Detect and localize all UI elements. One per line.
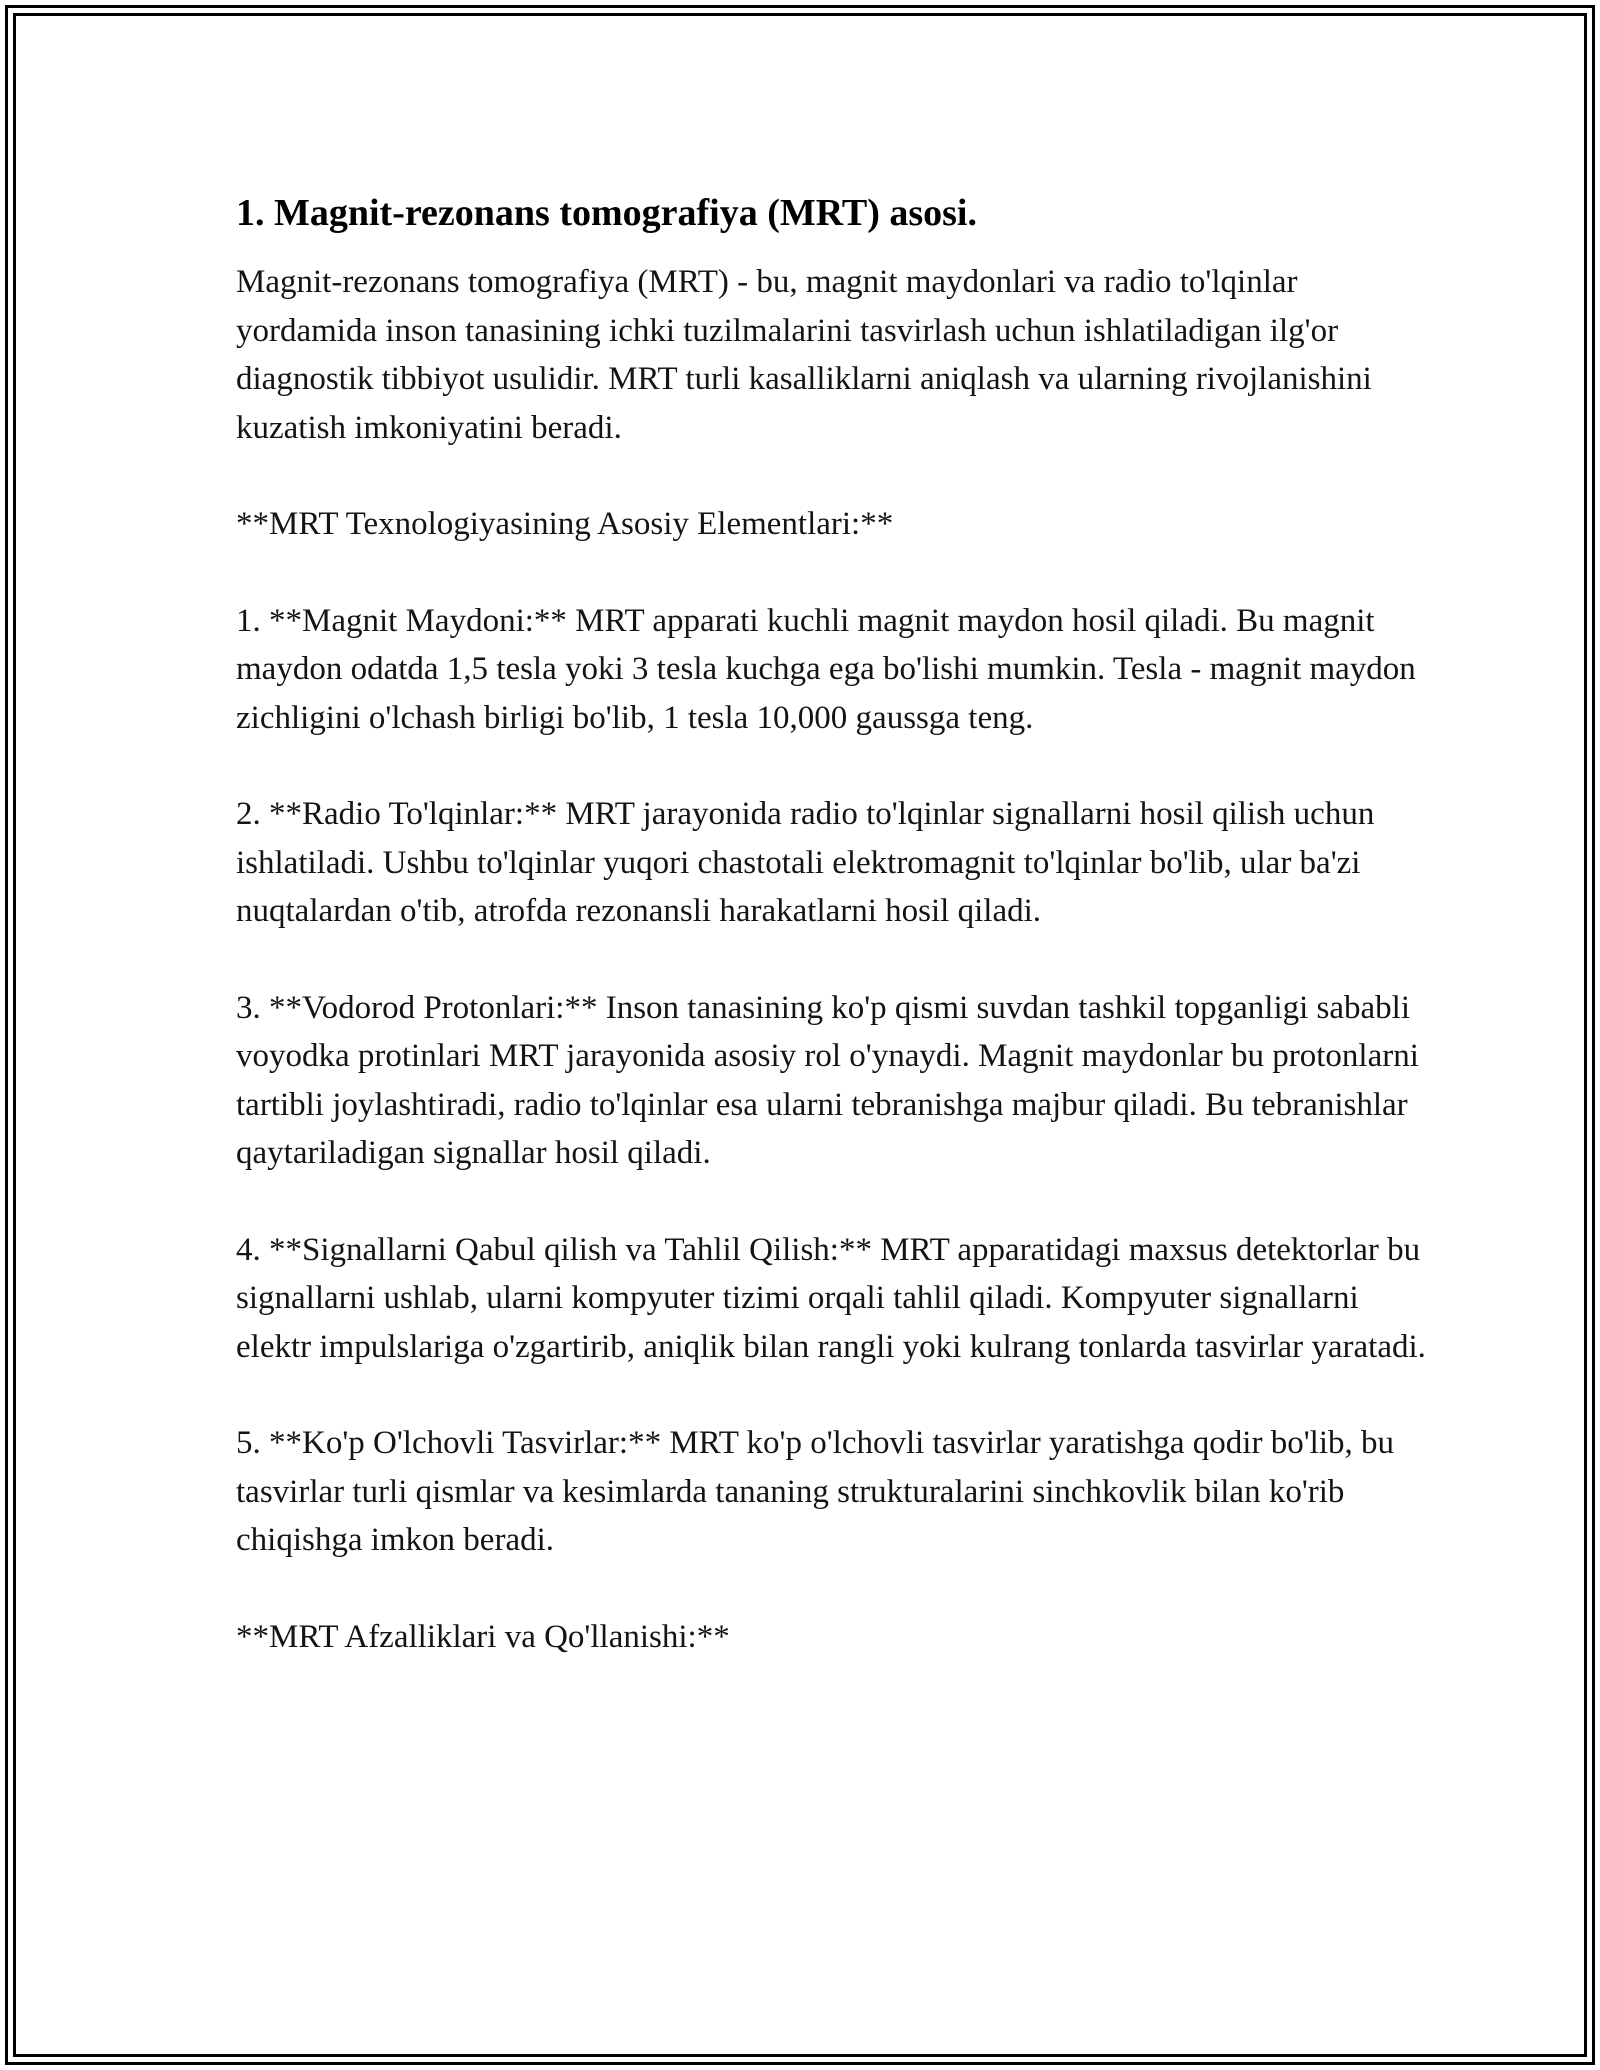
- intro-paragraph: Magnit-rezonans tomografiya (MRT) - bu, magnit maydonlari va radio to'lqinlar yordamida inson tanasining ichki tuzilmalarini tasvirlash uchun ishlatiladigan ilg'or diagnostik tibbiyot usulidir. MRT turli kasalliklarni aniqlash va ularning rivojlanishini kuzatish imkoniyatini beradi.: [236, 264, 1372, 446]
- document-body: [236, 188, 1426, 1709]
- list-item-magnetic-field: 1. **Magnit Maydoni:** MRT apparati kuchli magnit maydon hosil qiladi. Bu magnit maydon odatda 1,5 tesla yoki 3 tesla kuchga ega bo'lishi mumkin. Tesla - magnit maydon zichligini o'lchash birligi bo'lib, 1 tesla 10,000 gaussga teng.: [236, 602, 1416, 736]
- list-item-signal-analysis: 4. **Signallarni Qabul qilish va Tahlil Qilish:** MRT apparatidagi maxsus detektorlar bu signallarni ushlab, ularni kompyuter tizimi orqali tahlil qiladi. Kompyuter signallarni elektr impulslariga o'zgartirib, aniqlik bilan rangli yoki kulrang tonlarda tasvirlar yaratadi.: [236, 1231, 1426, 1365]
- advantages-subheading: **MRT Afzalliklari va Qo'llanishi:**: [236, 1618, 730, 1655]
- elements-subheading: **MRT Texnologiyasining Asosiy Elementlari:**: [236, 506, 894, 542]
- section-heading: 1. Magnit-rezonans tomografiya (MRT) asosi.: [236, 192, 977, 234]
- list-item-radio-waves: 2. **Radio To'lqinlar:** MRT jarayonida radio to'lqinlar signallarni hosil qilish uchun ishlatiladi. Ushbu to'lqinlar yuqori chastotali elektromagnit to'lqinlar bo'lib, ular ba'zi nuqtalardan o'tib, atrofda rezonansli harakatlarni hosil qiladi.: [236, 796, 1375, 929]
- list-item-multidimensional-images: 5. **Ko'p O'lchovli Tasvirlar:** MRT ko'p o'lchovli tasvirlar yaratishga qodir bo'lib, bu tasvirlar turli qismlar va kesimlarda tananing strukturalarini sinchkovlik bilan ko'rib chiqishga imkon beradi.: [236, 1425, 1394, 1558]
- list-item-hydrogen-protons: 3. **Vodorod Protonlari:** Inson tanasining ko'p qismi suvdan tashkil topganligi sababli voyodka protinlari MRT jarayonida asosiy rol o'ynaydi. Magnit maydonlar bu protonlarni tartibli joylashtiradi, radio to'lqinlar esa ularni tebranishga majbur qiladi. Bu tebranishlar qaytariladigan signallar hosil qiladi.: [236, 989, 1419, 1171]
